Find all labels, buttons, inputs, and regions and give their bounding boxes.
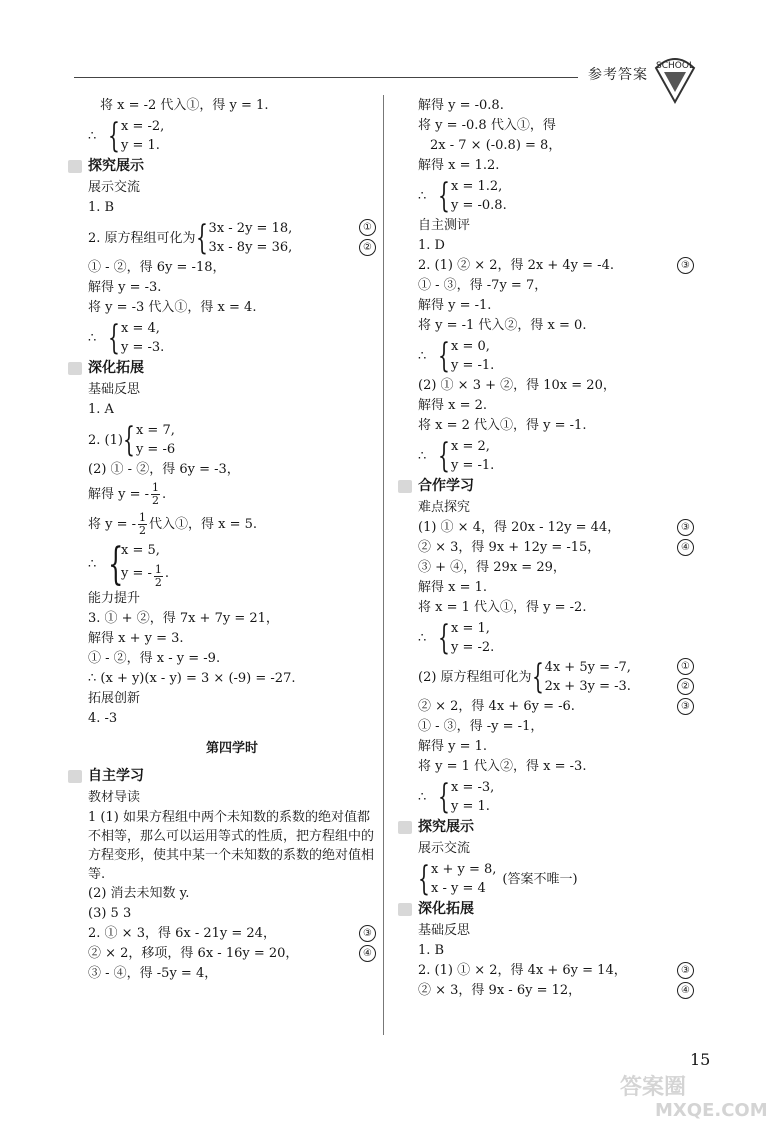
answer-line: 1. D [418, 238, 445, 253]
circled-number: ③ [359, 925, 376, 942]
answer-line: 1. B [418, 943, 445, 958]
system-row: x - y = 4 [431, 881, 486, 896]
answer-line: 1. B [88, 200, 115, 215]
section-marker-icon [398, 480, 412, 493]
text-line: 将 x = 1 代入①，得 y = -2. [418, 600, 587, 615]
system-row: y = 1. [121, 138, 160, 153]
circled-number: ③ [677, 257, 694, 274]
equation-system: (2) 原方程组可化为 { 4x + 5y = -7, 2x + 3y = -3. ① ② [418, 658, 694, 696]
system-row: y = -6 [135, 442, 176, 457]
system-row: x = 1.2, [451, 179, 503, 194]
text-line: 2x - 7 × (-0.8) = 8， [430, 138, 562, 153]
text-line: 将 y = -1 代入②，得 x = 0. [418, 318, 587, 333]
section-marker-icon [398, 903, 412, 916]
circled-number: ② [359, 239, 376, 256]
subsection-heading: 拓展创新 [88, 691, 141, 706]
subsection-heading: 基础反思 [88, 382, 141, 397]
text-line: ① - ③，得 -7y = 7， [418, 278, 548, 293]
logo-text: SCHOOL [656, 61, 694, 71]
section-heading: 深化拓展 [88, 359, 376, 380]
text-line: 将 y = - $\frac{1}{2}$ 代入①，得 x = 5. [88, 511, 258, 537]
equation-system: ∴ { x = 0, y = -1. [418, 336, 495, 376]
system-row: y = -1. [451, 458, 495, 473]
circled-number: ③ [677, 698, 694, 715]
paragraph: 1 (1) 如果方程组中两个未知数的系数的绝对值都不相等，那么可以运用等式的性质，把方程组中的方程变形，使其中某一个未知数的系数的绝对值相等. [88, 810, 375, 882]
text-line: (2) 消去未知数 y. [88, 886, 190, 901]
equation-system: ∴ { x = 1, y = -2. [418, 618, 495, 658]
subsection-heading: 自主测评 [418, 218, 471, 233]
equation-system: { x + y = 8, x - y = 4 (答案不唯一) [418, 859, 578, 899]
text-line: 2. (1) ① × 2，得 4x + 6y = 14， ③ [418, 961, 694, 981]
circled-number: ① [359, 219, 376, 236]
section-marker-icon [68, 160, 82, 173]
equation-system: ∴ { x = 4, y = -3. [88, 318, 165, 358]
text-line: ② × 3，得 9x - 6y = 12， ④ [418, 981, 694, 1001]
equation-system: 2. (1) { x = 7, y = -6 [88, 420, 176, 460]
text-line: ① - ②，得 x - y = -9. [88, 651, 221, 666]
text-line: 2. (1) ② × 2，得 2x + 4y = -4. ③ [418, 256, 694, 276]
answer-line: 4. -3 [88, 711, 118, 726]
equation-system: ∴ { x = 5, y = - $\frac{1}{2}$ . [88, 538, 170, 590]
system-row: y = -3. [121, 340, 165, 355]
text-line: (1) ① × 4，得 20x - 12y = 44， ③ [418, 518, 694, 538]
text-line: ① - ③，得 -y = -1， [418, 719, 544, 734]
system-row: x = 1, [451, 621, 490, 636]
text-line: ③ - ④，得 -5y = 4， [88, 966, 218, 981]
system-row: 2x + 3y = -3. [544, 679, 631, 694]
system-row: 3x - 8y = 36, [208, 240, 293, 255]
header-title: 参考答案 [588, 67, 648, 83]
header-rule [74, 77, 578, 78]
subsection-heading: 教材导读 [88, 790, 141, 805]
circled-number: ① [677, 658, 694, 675]
system-row: x = 4, [121, 321, 160, 336]
fraction: $\frac{1}{2}$ [139, 511, 147, 537]
text-line: 解得 x + y = 3. [88, 631, 184, 646]
text-line: 解得 y = - $\frac{1}{2}$ . [88, 481, 167, 507]
lesson-title: 第四学时 [205, 741, 258, 756]
circled-number: ② [677, 678, 694, 695]
text-line: 解得 x = 2. [418, 398, 488, 413]
subsection-heading: 基础反思 [418, 923, 471, 938]
circled-number: ④ [677, 982, 694, 999]
subsection-heading: 难点探究 [418, 500, 471, 515]
system-row: x = -2, [121, 119, 165, 134]
equation-system: ∴ { x = -2, y = 1. [88, 116, 165, 156]
text-line: 将 x = 2 代入①，得 y = -1. [418, 418, 587, 433]
system-row: 4x + 5y = -7, [544, 660, 631, 675]
system-row: x = -3, [451, 780, 495, 795]
equation-system: ∴ { x = 1.2, y = -0.8. [418, 176, 507, 216]
right-column [418, 96, 694, 1001]
text-line: 解得 y = 1. [418, 739, 488, 754]
circled-number: ④ [359, 945, 376, 962]
text-line: 将 y = 1 代入②，得 x = -3. [418, 759, 587, 774]
system-row: y = -1. [451, 358, 495, 373]
text-line: 解得 x = 1.2. [418, 158, 500, 173]
fraction: $\frac{1}{2}$ [152, 481, 160, 507]
text-line: 2. ① × 3，得 6x - 21y = 24， ③ [88, 924, 376, 944]
text-line: 解得 y = -3. [88, 280, 162, 295]
subsection-heading: 展示交流 [418, 841, 471, 856]
section-heading: 探究展示 [418, 818, 694, 839]
therefore-symbol: ∴ [88, 128, 97, 144]
system-row: y = -2. [451, 640, 495, 655]
subsection-heading: 展示交流 [88, 180, 141, 195]
text-line: (2) ① × 3 + ②，得 10x = 20， [418, 378, 616, 393]
system-row: x = 7, [135, 423, 175, 438]
text-line: 解得 x = 1. [418, 580, 488, 595]
text-line: ∴ (x + y)(x - y) = 3 × (-9) = -27. [88, 671, 296, 686]
section-marker-icon [68, 362, 82, 375]
text-line: ③ + ④，得 29x = 29， [418, 560, 566, 575]
text-line: 将 y = -0.8 代入①，得 [418, 118, 556, 133]
left-column [88, 96, 376, 984]
section-marker-icon [68, 770, 82, 783]
section-heading: 探究展示 [88, 157, 376, 178]
system-row: y = -0.8. [451, 198, 507, 213]
equation-system: 2. 原方程组可化为 { 3x - 2y = 18, 3x - 8y = 36, ① ② [88, 219, 376, 257]
text-line: 将 y = -3 代入①，得 x = 4. [88, 300, 257, 315]
text-line: (2) ① - ②，得 6y = -3， [88, 462, 240, 477]
section-heading: 深化拓展 [418, 900, 694, 921]
system-row: y = 1. [451, 799, 490, 814]
subsection-heading: 能力提升 [88, 591, 141, 606]
section-heading: 自主学习 [88, 767, 376, 788]
system-row: x + y = 8, [431, 862, 497, 877]
text-line: 解得 y = -0.8. [418, 98, 504, 113]
column-divider [383, 95, 384, 1035]
note: (答案不唯一) [502, 871, 578, 887]
text-line: ② × 3，得 9x + 12y = -15， ④ [418, 538, 694, 558]
watermark: MXQE.COM [655, 1100, 768, 1121]
text-line: 解得 y = -1. [418, 298, 492, 313]
system-row: x = 0, [451, 339, 490, 354]
circled-number: ③ [677, 519, 694, 536]
fraction: $\frac{1}{2}$ [154, 563, 162, 589]
watermark: 答案圈 [620, 1075, 687, 1100]
circled-number: ③ [677, 962, 694, 979]
section-heading: 合作学习 [418, 477, 694, 498]
system-row: y = - $\frac{1}{2}$ . [121, 563, 170, 589]
text-line: ① - ②，得 6y = -18， [88, 260, 226, 275]
text-line: ② × 2，得 4x + 6y = -6. ③ [418, 697, 694, 717]
circled-number: ④ [677, 539, 694, 556]
system-row: 3x - 2y = 18, [208, 221, 293, 236]
equation-system: ∴ { x = -3, y = 1. [418, 777, 495, 817]
text-line: (3) 5 3 [88, 906, 132, 921]
section-marker-icon [398, 821, 412, 834]
answer-line: 1. A [88, 402, 114, 417]
system-row: x = 2, [451, 439, 490, 454]
page-number: 15 [690, 1050, 711, 1069]
text-line: 将 x = -2 代入①，得 y = 1. [100, 98, 269, 113]
text-line: ② × 2，移项，得 6x - 16y = 20， ④ [88, 944, 376, 964]
text-line: 3. ① + ②，得 7x + 7y = 21， [88, 611, 279, 626]
equation-system: ∴ { x = 2, y = -1. [418, 436, 495, 476]
system-row: x = 5, [121, 543, 160, 558]
